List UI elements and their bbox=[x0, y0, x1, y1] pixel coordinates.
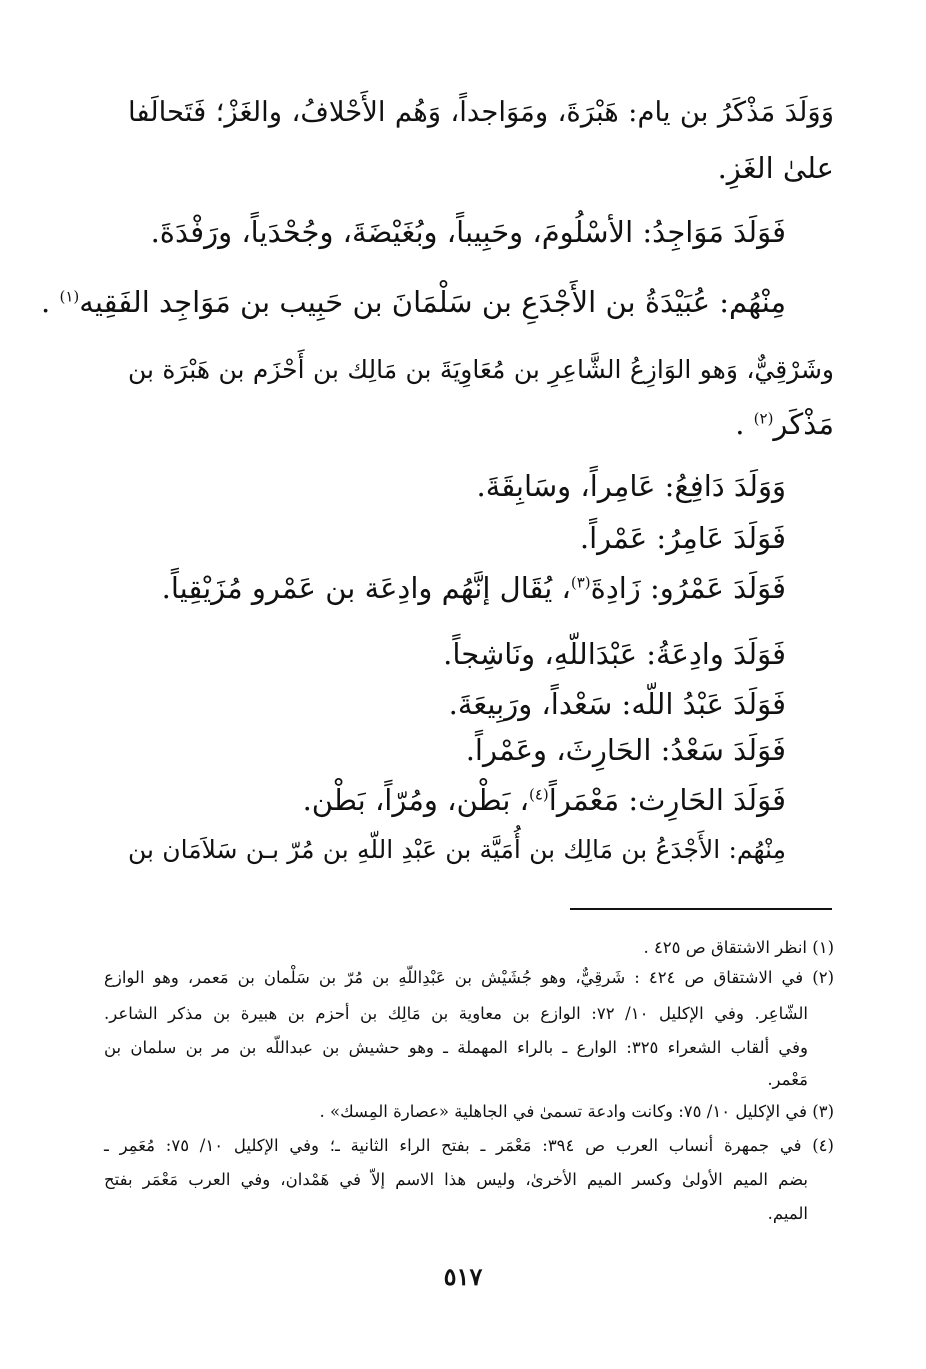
footnote-2-line-3: وفي ألقاب الشعراء ٣٢٥: الوارع ـ بالراء المهملة ـ وهو حشيش بن عبداللّه بن مر بن سلمان بن bbox=[104, 1038, 808, 1057]
footnote-2-line-1: (٢) في الاشتقاق ص ٤٢٤ : شَرقِيٌّ، وهو جُشَيْش بن عَبْدِاللّهِ بن مُرّ بن سَلْمان بن مَعمر، وهو الوازع bbox=[104, 968, 834, 987]
footnote-ref-1: (١) bbox=[59, 287, 80, 306]
footnote-ref-2: (٢) bbox=[753, 409, 774, 428]
body-line-9-text-b: ، يُقَال إنَّهُم وادِعَة بن عَمْرو مُزَيْقِياً. bbox=[161, 571, 571, 605]
body-line-12: فَوَلَدَ سَعْدُ: الحَارِثَ، وعَمْراً. bbox=[465, 733, 786, 767]
body-line-6-text: مَذْكَر bbox=[773, 407, 834, 441]
footnote-1: (١) انظر الاشتقاق ص ٤٢٥ . bbox=[643, 938, 834, 957]
footnote-3: (٣) في الإكليل ١٠/ ٧٥: وكانت وادعة تسمىٰ في الجاهلية «عصارة المِسك» . bbox=[319, 1102, 834, 1121]
body-line-11: فَوَلَدَ عَبْدُ اللّه: سَعْداً، ورَبِيعَةَ. bbox=[448, 687, 786, 721]
body-line-14: مِنْهُم: الأَجْدَعُ بن مَالِك بن أُمَيَّة بن عَبْدِ اللّهِ بن مُرّ بـن سَلاَمَان بن bbox=[128, 835, 786, 864]
body-line-8: فَوَلَدَ عَامِرُ: عَمْراً. bbox=[579, 521, 786, 555]
footnote-4-line-3: الميم. bbox=[767, 1204, 808, 1223]
body-line-6-end: . bbox=[735, 407, 754, 441]
footnote-separator bbox=[570, 908, 832, 910]
body-line-13-text-a: فَوَلَدَ الحَارِث: مَعْمَراً bbox=[548, 783, 786, 817]
body-line-4 bbox=[41, 282, 786, 322]
body-line-10: فَوَلَدَ وادِعَةُ: عَبْدَاللّهِ، ونَاشِجاً. bbox=[443, 637, 786, 671]
body-line-13-text-b: ، بَطْن، ومُرّاً، بَطْن. bbox=[302, 783, 529, 817]
footnote-ref-3: (٣) bbox=[570, 573, 591, 592]
body-line-9-text-a: فَوَلَدَ عَمْرُو: زَادِةَ bbox=[590, 571, 786, 605]
body-line-4-end: . bbox=[41, 285, 60, 319]
body-line-13 bbox=[303, 780, 786, 820]
body-line-1: وَوَلَدَ مَذْكَرُ بن يام: هَبْرَةَ، ومَوَاجداً، وَهُم الأَحْلافُ، والغَزْ؛ فَتَحالَفا bbox=[128, 96, 834, 128]
body-line-2: علىٰ الغَزِ. bbox=[717, 151, 834, 185]
body-line-3: فَوَلَدَ مَوَاجِدُ: الأسْلُومَ، وحَبِيباً، وبُغَيْضَةَ، وجُحْدَياً، ورَفْدَةَ. bbox=[150, 215, 786, 249]
body-line-4-text: مِنْهُم: عُبَيْدَةُ بن الأَجْدَعِ بن سَلْمَانَ بن حَبِيب بن مَوَاجِد الفَقِيه bbox=[79, 285, 786, 319]
body-line-6 bbox=[735, 404, 834, 444]
footnote-4-line-1: (٤) في جمهرة أنساب العرب ص ٣٩٤: مَعْمَر ـ بفتح الراء الثانية ـ؛ وفي الإكليل ١٠/ ٧٥: مُعَمِر ـ bbox=[104, 1136, 834, 1155]
body-line-7: وَوَلَدَ دَافِعُ: عَامِراً، وسَابِقَةَ. bbox=[476, 469, 786, 503]
footnote-2-line-2: الشّاعِر. وفي الإكليل ١٠/ ٧٢: الوازع بن معاوية بن مَالِك بن أحزم بن هبيرة بن مذكر الشاعر. bbox=[104, 1004, 808, 1023]
footnote-2-line-4: مَعْمر. bbox=[767, 1070, 808, 1089]
body-line-5: وشَرْقِيٌّ، وَهو الوَازِعُ الشَّاعِرِ بن مُعَاوِيَةَ بن مَالِك بن أَحْزَم بن هَبْرَة بن bbox=[128, 355, 834, 384]
footnote-ref-4: (٤) bbox=[529, 785, 549, 804]
page-number: ٥١٧ bbox=[443, 1262, 483, 1291]
footnote-4-line-2: بضم الميم الأولىٰ وكسر الميم الأخرىٰ، وليس هذا الاسم إلاّ في هَمْدان، وفي العرب مَعْمَر بفتح bbox=[104, 1170, 808, 1189]
body-line-9 bbox=[162, 568, 786, 608]
